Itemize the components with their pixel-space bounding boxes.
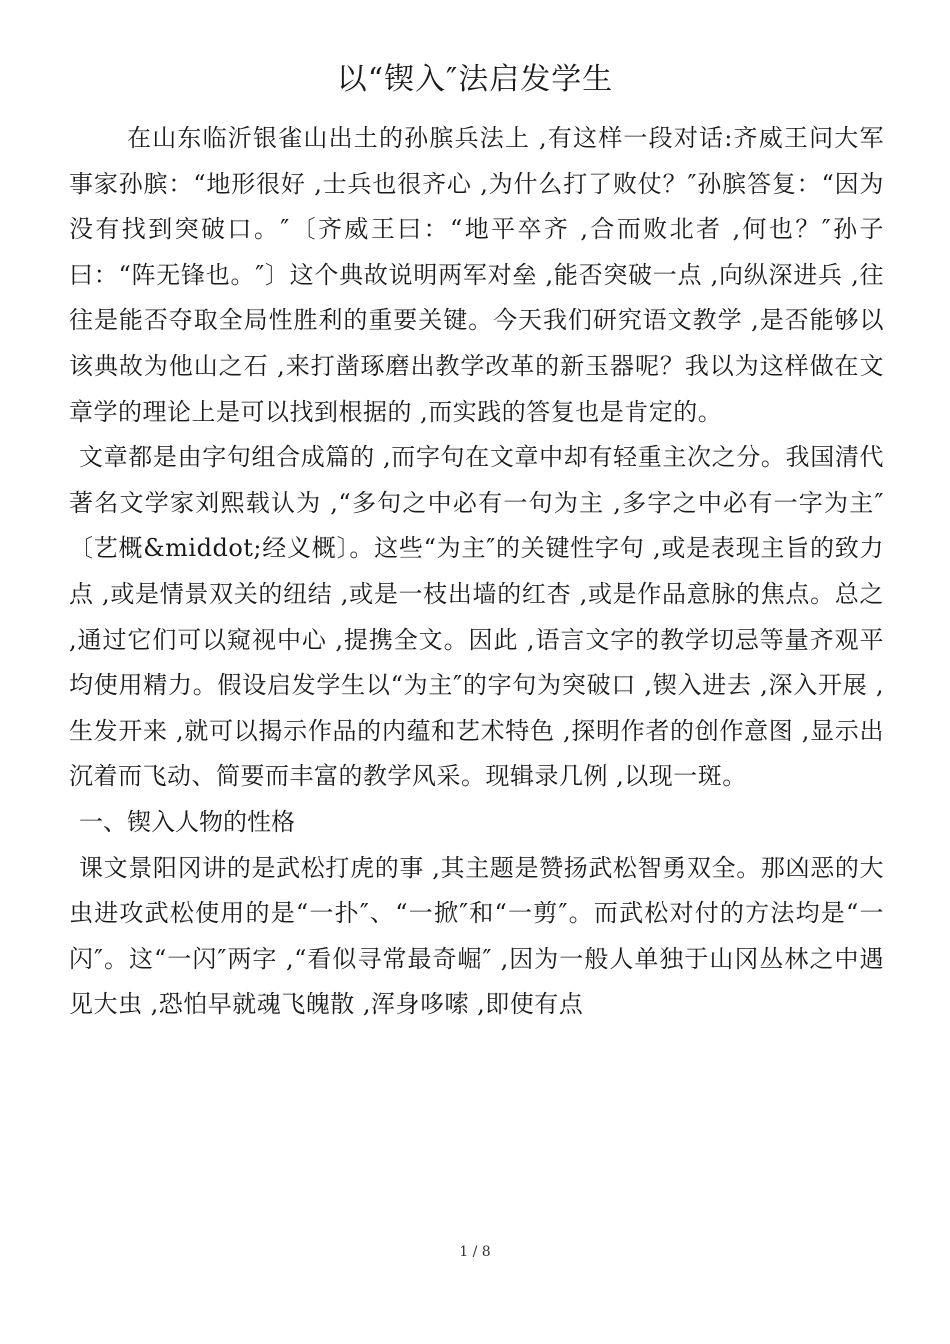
document-body: [69, 116, 884, 1028]
section-heading-character: 一、锲入人物的性格: [79, 807, 295, 836]
page-number: 1 / 8: [459, 1244, 491, 1260]
document-title: 以“锲入″法启发学生: [336, 62, 614, 97]
paragraph-intro: 在山东临沂银雀山出土的孙膑兵法上 ,有这样一段对话:齐威王问大军事家孙膑：“地形很好 ,士兵也很齐心 ,为什么打了败仗？″孙膑答复：“因为没有找到突破口。″〔齐威王曰：“地平卒齐 ,合而败北者 ,何也？″孙子曰：“阵无锋也。″〕这个典故说明两军对垒 ,能否突破一点 ,向纵深进兵 ,往往是能否夺取全局性胜利的重要关键。今天我们研究语文教学 ,是否能够以该典故为他山之石 ,来打凿琢磨出教学改革的新玉器呢？我以为这样做在文章学的理论上是可以找到根据的 ,而实践的答复也是肯定的。: [69, 124, 884, 426]
paragraph-wusong: 课文景阳冈讲的是武松打虎的事 ,其主题是赞扬武松智勇双全。那凶恶的大虫进攻武松使用的是“一扑″、“一掀″和“一剪″。而武松对付的方法均是“一闪″。这“一闪″两字 ,“看似寻常最奇崛″ ,因为一般人单独于山冈丛林之中遇见大虫 ,恐怕早就魂飞魄散 ,浑身哆嗦 ,即使有点: [69, 853, 884, 1019]
paragraph-theory: 文章都是由字句组合成篇的 ,而字句在文章中却有轻重主次之分。我国清代著名文学家刘熙载认为 ,“多句之中必有一句为主 ,多字之中必有一字为主″〔艺概&middot;经义概〕。这些“为主″的关键性字句 ,或是表现主旨的致力点 ,或是情景双关的纽结 ,或是一枝出墙的红杏 ,或是作品意脉的焦点。总之 ,通过它们可以窥视中心 ,提携全文。因此 ,语言文字的教学切忌等量齐观平均使用精力。假设启发学生以“为主″的字句为突破口 ,锲入进去 ,深入开展 ,生发开来 ,就可以揭示作品的内蕴和艺术特色 ,探明作者的创作意图 ,显示出沉着而飞动、简要而丰富的教学风采。现辑录几例 ,以现一斑。: [69, 443, 884, 791]
